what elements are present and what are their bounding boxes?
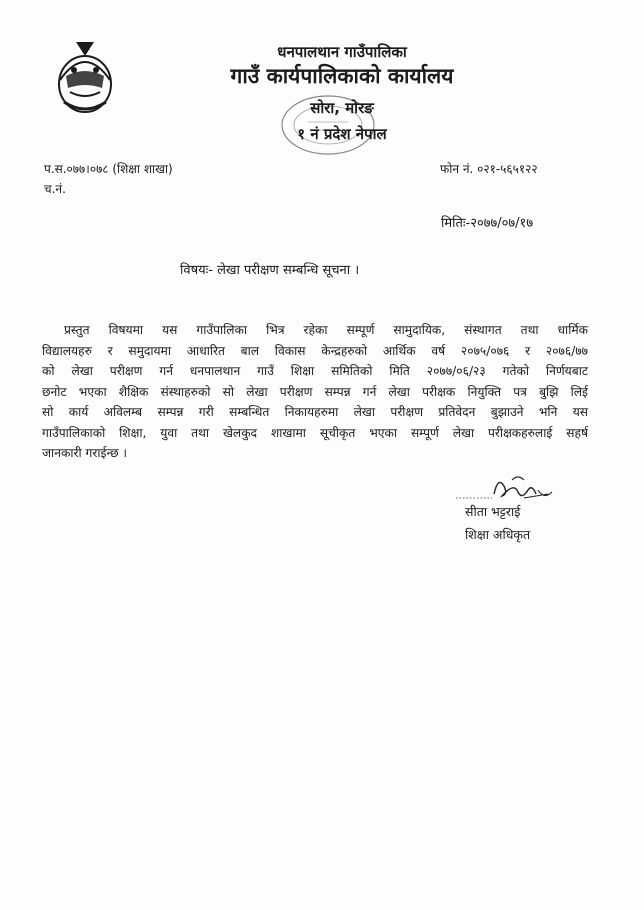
letter-date: मितिः-२०७७/०७/१७ [441, 216, 534, 231]
handwritten-signature [452, 472, 557, 504]
subject-line: विषयः- लेखा परीक्षण सम्बन्धि सूचना । [180, 263, 360, 278]
municipality-name: धनपालथान गाउँपालिका [277, 43, 407, 61]
signatory-name: सीता भट्टराई [465, 504, 521, 519]
letter-body [42, 320, 588, 464]
signatory-title: शिक्षा अधिकृत [465, 527, 531, 542]
body-line: को लेखा परीक्षण गर्न धनपालथान गाउँ शिक्षा समितिको मिति २०७७/०६/२३ गतेको निर्णयबाट [42, 364, 588, 378]
body-line: जानकारी गराईन्छ । [42, 446, 128, 460]
letter-number: प.स.०७७।०७८ (शिक्षा शाखा) [44, 162, 173, 176]
body-line: प्रस्तुत विषयमा यस गाउँपालिका भित्र रहेका सम्पूर्ण सामुदायिक, संस्थागत तथा धार्मिक [64, 323, 588, 337]
dispatch-number: च.नं. [44, 182, 66, 196]
body-line: विद्यालयहरु र समुदायमा आधारित बाल विकास केन्द्रहरुको आर्थिक वर्ष २०७५/०७६ र २०७६/७७ [42, 343, 588, 358]
province-line: १ नं प्रदेश नेपाल [297, 125, 387, 143]
address-line: सोरा, मोरङ [310, 99, 374, 117]
address-district: मोरङ [345, 99, 374, 117]
body-line: गाउँपालिकाको शिक्षा, युवा तथा खेलकुद शाखामा सूचीकृत भएका सम्पूर्ण लेखा परीक्षकहरुलाई सहर्ष [42, 425, 588, 440]
address-place: सोरा [310, 99, 335, 117]
body-line: सो कार्य अविलम्ब सम्पन्न गरी सम्बन्धित निकायहरुमा लेखा परीक्षण प्रतिवेदन बुझाउने भनि यस [42, 405, 588, 419]
body-line: छनोट भएका शैक्षिक संस्थाहरुको सो लेखा परीक्षण सम्पन्न गर्न लेखा परीक्षक नियुक्ति पत्र बुझि लिई [42, 384, 588, 399]
office-name: गाउँ कार्यपालिकाको कार्यालय [230, 64, 454, 88]
phone-number: फोन नं. ०२१-५६५१२२ [440, 162, 538, 176]
